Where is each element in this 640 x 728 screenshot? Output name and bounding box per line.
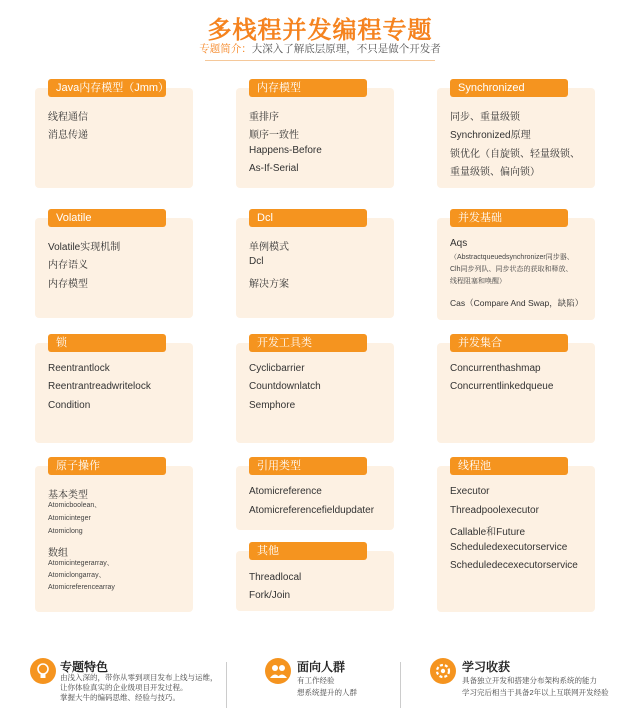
card-item: 数组 <box>48 548 68 559</box>
card-tag-volatile: Volatile <box>48 209 166 227</box>
card-note: Atomicinteger <box>48 515 91 522</box>
card-tag-concurrent-collections: 并发集合 <box>450 334 568 352</box>
subtitle-label: 专题简介： <box>199 43 252 55</box>
footer-feature-line: 掌握大牛的编码思维、经验与技巧。 <box>60 693 180 702</box>
card-item: Semphore <box>249 400 296 411</box>
card-item: Synchronized原理 <box>450 130 531 141</box>
card-item: Atomicreferencefieldupdater <box>249 505 375 516</box>
footer-gain-line: 学习完后相当于具备2年以上互联网开发经验 <box>462 688 609 697</box>
page-subtitle <box>0 41 640 61</box>
card-note: Atomicreferencearray <box>48 584 115 591</box>
people-icon <box>265 658 291 684</box>
card-item: Reentrantreadwritelock <box>48 381 151 392</box>
card-note: Atomiclongarray、 <box>48 572 106 579</box>
footer-gain-line: 具备独立开发和搭建分布架构系统的能力 <box>462 676 597 685</box>
footer-feature-line: 让你体验真实的企业级项目开发过程。 <box>60 683 188 692</box>
lightbulb-icon <box>30 658 56 684</box>
card-item: Dcl <box>249 256 264 267</box>
card-item: Scheduledecexecutorservice <box>450 560 578 571</box>
card-note: （Abstractqueuedsynchronizer同步器、 <box>450 254 574 261</box>
card-tag-concurrency-basics: 并发基础 <box>450 209 568 227</box>
subtitle-text: 大深入了解底层原理，不只是做个开发者 <box>251 43 441 55</box>
card-tag-memory-model: 内存模型 <box>249 79 367 97</box>
card-tag-thread-pool: 线程池 <box>450 457 568 475</box>
footer-audience-title: 面向人群 <box>297 660 346 674</box>
card-dev-tools <box>236 343 394 443</box>
card-item: 锁优化（自旋锁、轻量级锁、 <box>450 149 580 160</box>
card-item: Callable和Future <box>450 527 526 538</box>
card-item: 内存语义 <box>48 260 88 271</box>
card-tag-atomic: 原子操作 <box>48 457 166 475</box>
card-tag-reference-types: 引用类型 <box>249 457 367 475</box>
card-item: 消息传递 <box>48 130 88 141</box>
card-item: Cyclicbarrier <box>249 363 305 374</box>
card-item: 内存模型 <box>48 279 88 290</box>
card-item: 线程通信 <box>48 112 88 123</box>
footer-gain-title: 学习收获 <box>462 660 511 674</box>
footer-divider <box>400 662 401 708</box>
card-item: 同步、重量级锁 <box>450 112 520 123</box>
card-item: Volatile实现机制 <box>48 242 121 253</box>
card-item: Concurrentlinkedqueue <box>450 381 554 392</box>
card-item: Executor <box>450 486 490 497</box>
subtitle-underline <box>205 60 435 61</box>
footer-audience-line: 想系统提升的人群 <box>297 688 357 697</box>
card-item: Atomicreference <box>249 486 322 497</box>
card-item: Condition <box>48 400 91 411</box>
card-item: Threadpoolexecutor <box>450 505 539 516</box>
card-tag-jmm: Java内存模型（Jmm） <box>48 79 166 97</box>
gear-icon <box>430 658 456 684</box>
card-note: Atomicintegerarray、 <box>48 560 114 567</box>
footer-feature-line: 由浅入深的，带你从零到项目发布上线与运维， <box>60 673 218 682</box>
card-item: 解决方案 <box>249 279 289 290</box>
card-tag-dev-tools: 开发工具类 <box>249 334 367 352</box>
page-title: 多栈程并发编程专题 <box>207 17 433 44</box>
card-item: 重排序 <box>249 112 279 123</box>
card-note: Atomiclong <box>48 528 83 535</box>
card-item: Cas（Compare And Swap，缺陷） <box>450 298 584 308</box>
card-item: Threadlocal <box>249 572 302 583</box>
card-dcl <box>236 218 394 318</box>
card-item: 重量级锁、偏向锁） <box>450 167 540 178</box>
card-item: Concurrenthashmap <box>450 363 541 374</box>
card-item: Countdownlatch <box>249 381 321 392</box>
card-item: 基本类型 <box>48 490 88 501</box>
card-tag-dcl: Dcl <box>249 209 367 227</box>
card-note: Clh同步列队、同步状态的获取和释放、 <box>450 266 573 273</box>
footer-feature-title: 专题特色 <box>60 660 109 674</box>
card-item: Happens-Before <box>249 145 322 156</box>
card-item: 单例模式 <box>249 242 289 253</box>
card-tag-locks: 锁 <box>48 334 166 352</box>
card-locks <box>35 343 193 443</box>
card-note: Atomicboolean、 <box>48 502 102 509</box>
card-item: Reentrantlock <box>48 363 110 374</box>
card-concurrent-collections <box>437 343 595 443</box>
card-note: 线程阻塞和唤醒） <box>450 278 506 285</box>
footer-audience-line: 有工作经验 <box>297 676 335 685</box>
card-tag-synchronized: Synchronized <box>450 79 568 97</box>
card-item: 顺序一致性 <box>249 130 299 141</box>
card-item: Fork/Join <box>249 590 291 601</box>
card-tag-other: 其他 <box>249 542 367 560</box>
card-item: Aqs <box>450 238 468 249</box>
card-reference-types <box>236 466 394 530</box>
card-item: Scheduledexecutorservice <box>450 542 568 553</box>
footer-divider <box>226 662 227 708</box>
card-item: As-If-Serial <box>249 163 299 174</box>
